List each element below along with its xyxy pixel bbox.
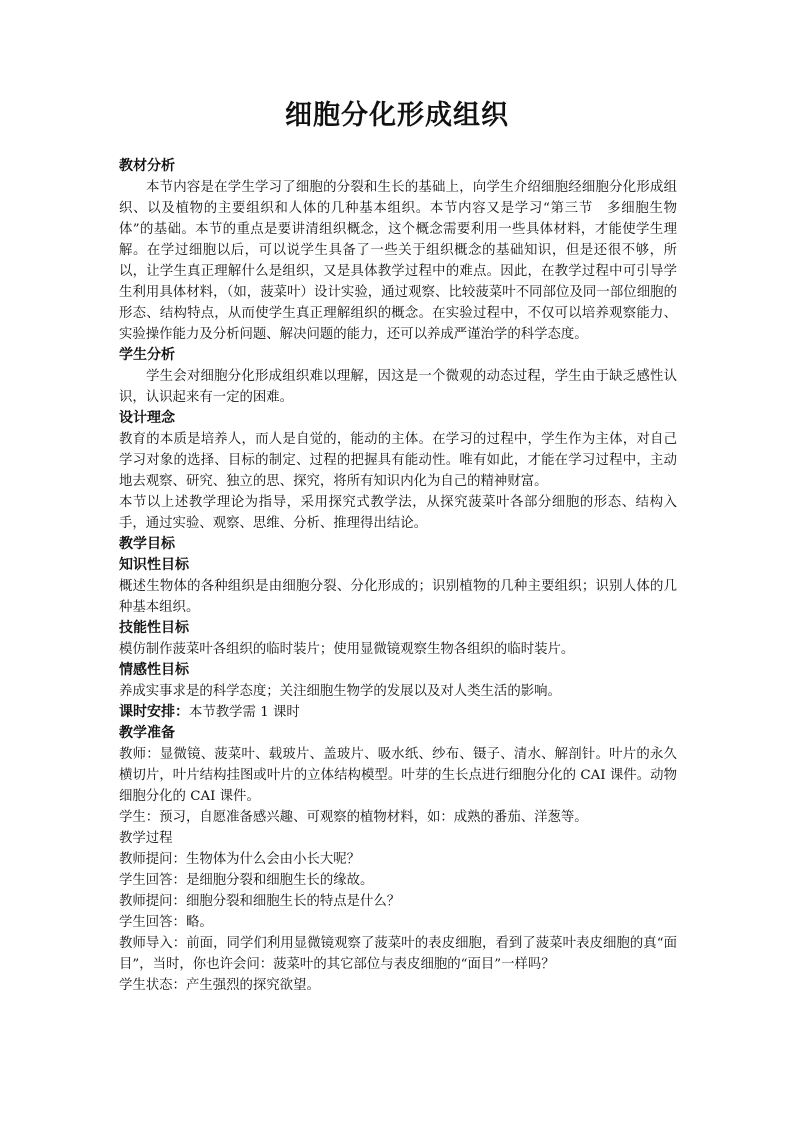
heading-student-analysis: 学生分析	[119, 347, 175, 363]
heading-teaching-process: 教学过程	[119, 831, 173, 846]
process-line: 教师导入：前面，同学们利用显微镜观察了菠菜叶的表皮细胞，看到了菠菜叶表皮细胞的真“面目”，当时，你也许会问：菠菜叶的其它部位与表皮细胞的“面目”一样吗？	[119, 936, 677, 972]
heading-skill-goals: 技能性目标	[119, 620, 189, 636]
paragraph-skill-goals: 模仿制作菠菜叶各组织的临时装片；使用显微镜观察生物各组织的临时装片。	[119, 642, 575, 657]
class-hours-line	[119, 702, 677, 723]
document-body	[119, 156, 677, 996]
class-hours-label: 课时安排：	[119, 704, 189, 720]
process-line: 教师提问：细胞分裂和细胞生长的特点是什么？	[119, 894, 401, 909]
process-line: 学生回答：是细胞分裂和细胞生长的缘故。	[119, 873, 374, 888]
heading-design-concept: 设计理念	[119, 410, 175, 426]
heading-teaching-goals: 教学目标	[119, 536, 175, 552]
paragraph-design-concept-1: 教育的本质是培养人，而人是自觉的，能动的主体。在学习的过程中，学生作为主体，对自己学习对象的选择、目标的制定、过程的把握具有能动性。唯有如此，才能在学习过程中，主动地去观察、研究、独立的思、探究，将所有知识内化为自己的精神财富。	[119, 432, 677, 489]
paragraph-student-preparation: 学生：预习，自愿准备感兴趣、可观察的植物材料，如：成熟的番茄、洋葱等。	[119, 810, 588, 825]
process-line: 学生回答：略。	[119, 915, 213, 930]
document-title: 细胞分化形成组织	[285, 100, 509, 131]
process-line: 教师提问：生物体为什么会由小长大呢？	[119, 852, 361, 867]
heading-knowledge-goals: 知识性目标	[119, 557, 189, 573]
heading-emotion-goals: 情感性目标	[119, 662, 189, 678]
heading-teaching-preparation: 教学准备	[119, 725, 175, 741]
paragraph-knowledge-goals: 概述生物体的各种组织是由细胞分裂、分化形成的；识别植物的几种主要组织；识别人体的几种基本组织。	[119, 579, 677, 615]
paragraph-teacher-preparation: 教师：显微镜、菠菜叶、载玻片、盖玻片、吸水纸、纱布、镊子、清水、解剖针。叶片的永久横切片，叶片结构挂图或叶片的立体结构模型。叶芽的生长点进行细胞分化的 CAI 课件。动物细胞分化的 CAI 课件。	[119, 747, 677, 804]
paragraph-emotion-goals: 养成实事求是的科学态度；关注细胞生物学的发展以及对人类生活的影响。	[119, 684, 561, 699]
class-hours-value: 本节教学需 1 课时	[189, 705, 300, 720]
heading-material-analysis: 教材分析	[119, 158, 175, 174]
process-line: 学生状态：产生强烈的探究欲望。	[119, 978, 320, 993]
paragraph-design-concept-2: 本节以上述教学理论为指导，采用探究式教学法，从探究菠菜叶各部分细胞的形态、结构入手，通过实验、观察、思维、分析、推理得出结论。	[119, 495, 677, 531]
paragraph-student-analysis: 学生会对细胞分化形成组织难以理解，因这是一个微观的动态过程，学生由于缺乏感性认识，认识起来有一定的困难。	[119, 369, 677, 405]
paragraph-material-analysis: 本节内容是在学生学习了细胞的分裂和生长的基础上，向学生介绍细胞经细胞分化形成组织、以及植物的主要组织和人体的几种基本组织。本节内容又是学习“第三节 多细胞生物体”的基础。本节的重点是要讲清组织概念，这个概念需要利用一些具体材料，才能使学生理解。在学过细胞以后，可以说学生具备了一些关于组织概念的基础知识，但是还很不够，所以，让学生真正理解什么是组织，又是具体教学过程中的难点。因此，在教学过程中可引导学生利用具体材料，（如，菠菜叶）设计实验，通过观察、比较菠菜叶不同部位及同一部位细胞的形态、结构特点，从而使学生真正理解组织的概念。在实验过程中，不仅可以培养观察能力、实验操作能力及分析问题、解决问题的能力，还可以养成严谨治学的科学态度。	[119, 180, 677, 342]
